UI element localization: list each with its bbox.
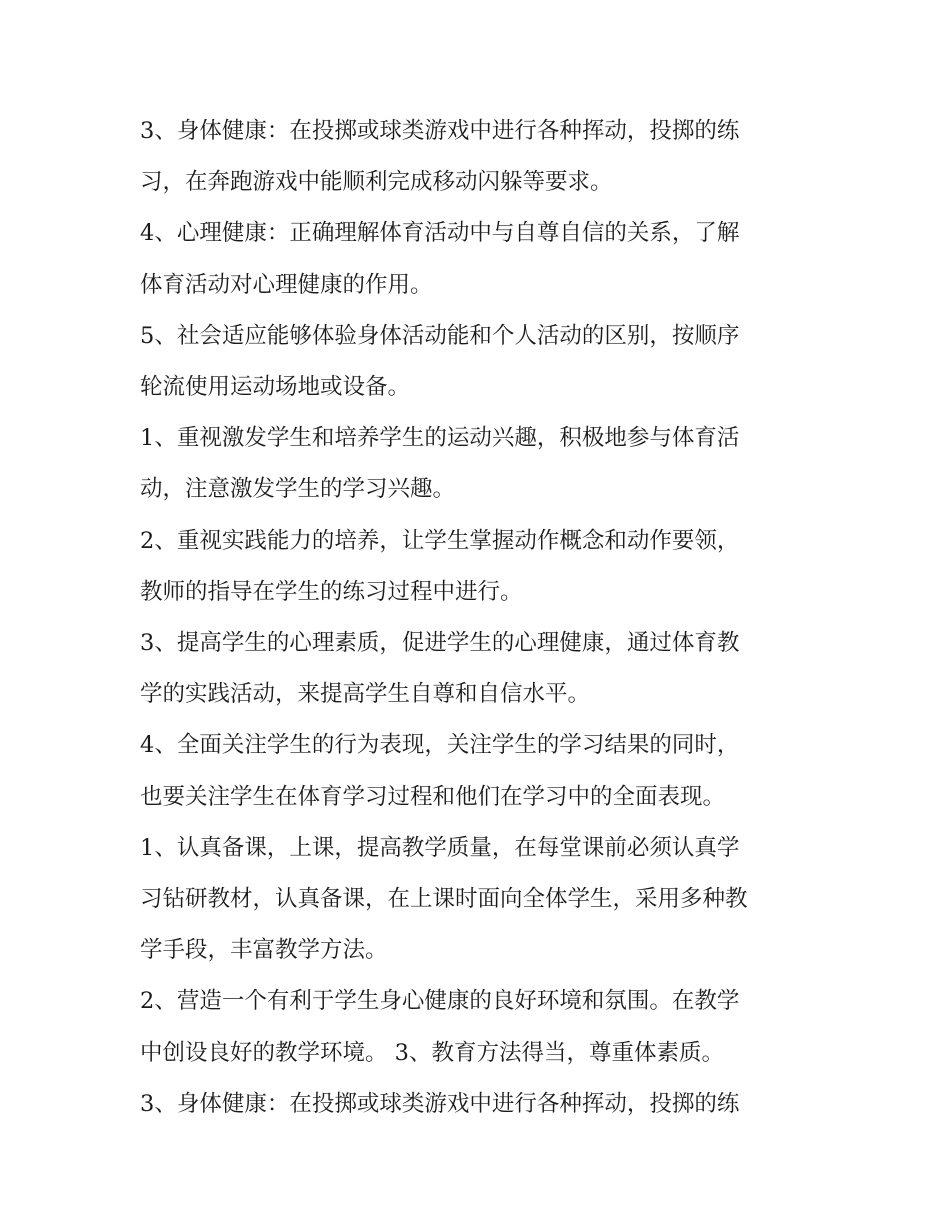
text-line: 中创设良好的教学环境。 3、教育方法得当，尊重体素质。 [140, 1039, 724, 1066]
text-line: 2、重视实践能力的培养，让学生掌握动作概念和动作要领， [140, 527, 740, 554]
text-line: 习，在奔跑游戏中能顺利完成移动闪躲等要求。 [140, 169, 613, 196]
text-line: 5、社会适应能够体验身体活动能和个人活动的区别，按顺序 [140, 322, 740, 349]
paragraph-1 [140, 106, 820, 208]
document-body [140, 106, 820, 1130]
text-line: 也要关注学生在体育学习过程和他们在学习中的全面表现。 [140, 783, 726, 810]
text-line: 1、认真备课，上课，提高教学质量，在每堂课前必须认真学 [140, 834, 740, 861]
paragraph-4 [140, 413, 820, 515]
text-line: 教师的指导在学生的练习过程中进行。 [140, 578, 523, 605]
text-line: 4、心理健康：正确理解体育活动中与自尊自信的关系，了解 [140, 220, 740, 247]
text-line: 1、重视激发学生和培养学生的运动兴趣，积极地参与体育活 [140, 425, 740, 452]
paragraph-9 [140, 976, 820, 1078]
text-line: 体育活动对心理健康的作用。 [140, 271, 433, 298]
text-line: 2、营造一个有利于学生身心健康的良好环境和氛围。在教学 [140, 988, 740, 1015]
text-line: 轮流使用运动场地或设备。 [140, 374, 411, 401]
paragraph-10 [140, 1079, 820, 1130]
text-line: 3、身体健康：在投掷或球类游戏中进行各种挥动，投掷的练 [140, 1090, 740, 1117]
paragraph-6 [140, 618, 820, 720]
text-line: 4、全面关注学生的行为表现，关注学生的学习结果的同时， [140, 732, 740, 759]
text-line: 习钻研教材，认真备课，在上课时面向全体学生，采用多种教 [140, 886, 748, 913]
text-line: 3、身体健康：在投掷或球类游戏中进行各种挥动，投掷的练 [140, 118, 740, 144]
paragraph-2 [140, 208, 820, 310]
text-line: 动，注意激发学生的学习兴趣。 [140, 476, 456, 503]
paragraph-3 [140, 311, 820, 413]
paragraph-7 [140, 720, 820, 822]
text-line: 3、提高学生的心理素质，促进学生的心理健康，通过体育教 [140, 630, 740, 657]
paragraph-5 [140, 516, 820, 618]
text-line: 学的实践活动，来提高学生自尊和自信水平。 [140, 681, 591, 708]
paragraph-8 [140, 823, 820, 977]
text-line: 学手段，丰富教学方法。 [140, 937, 388, 964]
